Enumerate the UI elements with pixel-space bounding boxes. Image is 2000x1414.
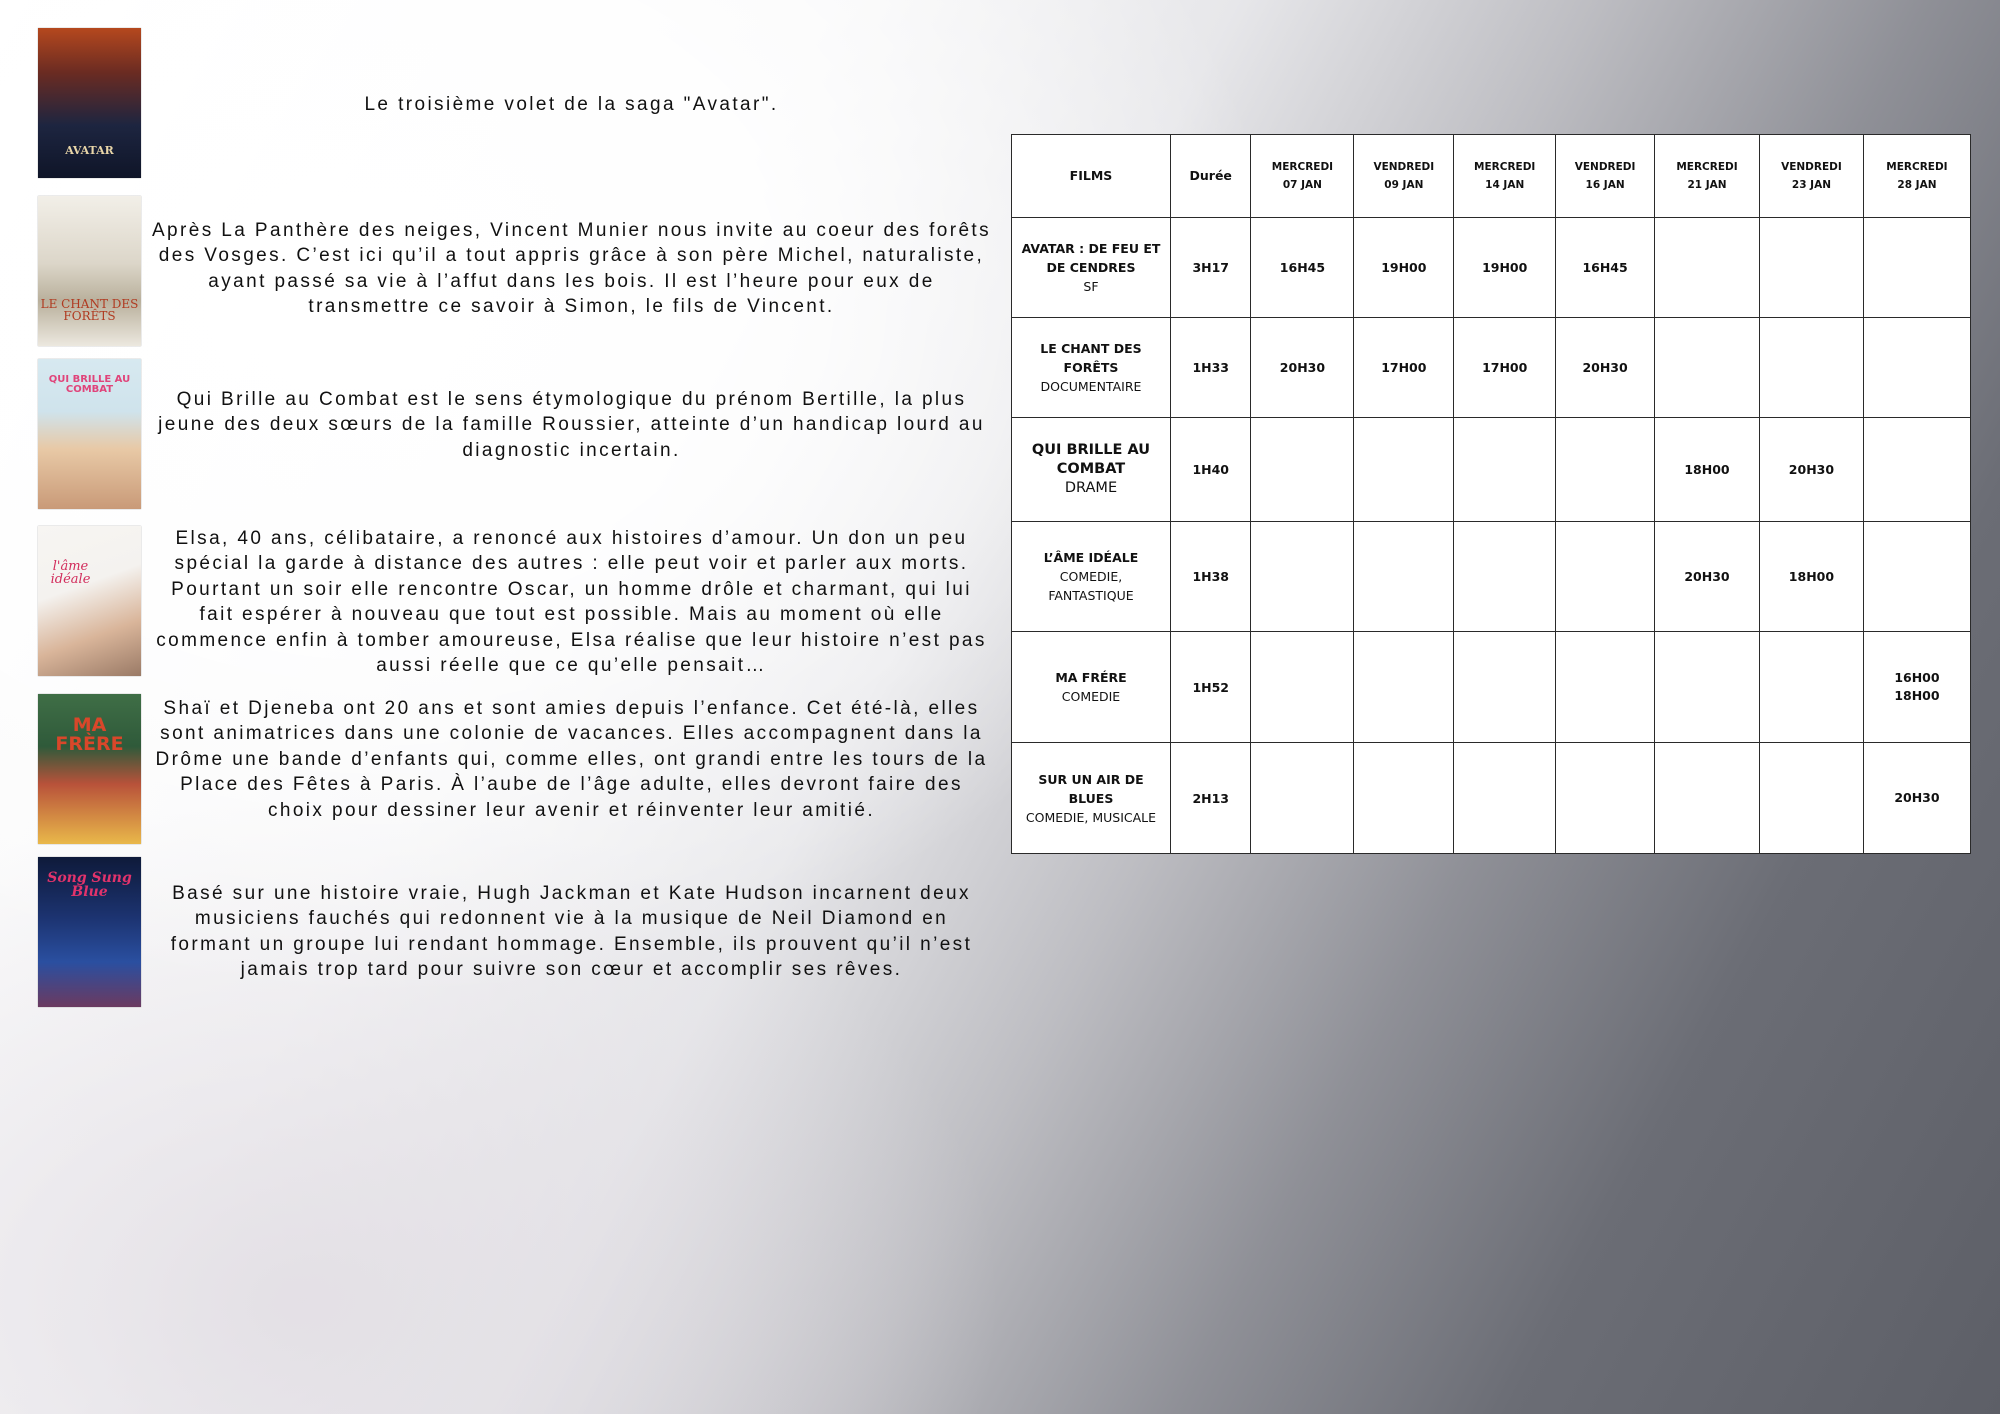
duration-cell: 1H52 — [1170, 632, 1251, 743]
showtime-cell — [1863, 418, 1970, 522]
showtime-cell — [1454, 632, 1556, 743]
date-column-header: VENDREDI 23 JAN — [1759, 135, 1863, 218]
showtime: 20H30 — [1894, 790, 1940, 805]
film-entry-chant-des-forets — [38, 196, 1000, 346]
schedule-row — [1012, 318, 1971, 418]
showtime-cell — [1759, 318, 1863, 418]
showtime: 16H00 — [1894, 670, 1940, 685]
showtime-cell — [1251, 743, 1354, 854]
showtime: 16H45 — [1279, 259, 1326, 275]
showtime: 17H00 — [1482, 359, 1528, 375]
showtime-cell — [1354, 522, 1454, 632]
showtime: 20H30 — [1582, 359, 1628, 375]
poster-title: Song Sung Blue — [47, 870, 132, 900]
film-entry-song-sung-blue — [38, 857, 1000, 1007]
film-entry-qui-brille — [38, 359, 1000, 509]
showtime-cell — [1863, 318, 1970, 418]
schedule-header-row — [1012, 135, 1971, 218]
showtime-cell — [1863, 632, 1970, 743]
date-column-header: VENDREDI 09 JAN — [1354, 135, 1454, 218]
film-cell — [1012, 522, 1171, 632]
showtime-cell — [1354, 318, 1454, 418]
showtime-cell — [1655, 318, 1760, 418]
duration-cell: 1H38 — [1170, 522, 1251, 632]
showtime-cell — [1251, 522, 1354, 632]
qui-brille-poster — [38, 359, 141, 509]
date-column-header: MERCREDI 28 JAN — [1863, 135, 1970, 218]
schedule-row — [1012, 522, 1971, 632]
film-description: Shaï et Djeneba ont 20 ans et sont amies depuis l’enfance. Cet été-là, elles sont animatrices dans une colonie de vacances. Elles accompagnent dans la Drôme une bande d’enfants qui, comme elles, ont grandi entre les tours de la Place des Fêtes à Paris. À l’aube de l’âge adulte, elles devront faire des choix pour dessiner leur avenir et réinventer leur amitié. — [155, 698, 988, 821]
showtime-cell — [1251, 318, 1354, 418]
duration-cell: 1H40 — [1170, 418, 1251, 522]
film-description: Elsa, 40 ans, célibataire, a renoncé aux histoires d’amour. Un don un peu spécial la garde à distance des autres : elle peut voir et parler aux morts. Pourtant un soir elle rencontre Oscar, un homme drôle et charmant, qui lui fait espérer à nouveau que tout est possible. Mais au moment où elle commence enfin à tomber amoureuse, Elsa réalise que leur histoire n’est pas aussi réelle que ce qu’elle pensait… — [156, 528, 987, 677]
poster-title: AVATAR — [65, 144, 114, 157]
showtime-cell — [1655, 743, 1760, 854]
showtime-cell — [1251, 218, 1354, 318]
poster-title: l'âme idéale — [50, 559, 91, 587]
showtime: 20H30 — [1279, 359, 1326, 375]
showtime-cell — [1454, 743, 1556, 854]
showtime: 19H00 — [1381, 259, 1427, 275]
showtime-cell — [1759, 522, 1863, 632]
film-genre: DRAME — [1064, 480, 1118, 496]
film-name: AVATAR : DE FEU ET DE CENDRES — [1021, 241, 1161, 275]
duree-column-header: Durée — [1170, 135, 1251, 218]
film-name: QUI BRILLE AU COMBAT — [1031, 442, 1151, 477]
poster-title: LE CHANT DES FORÊTS — [40, 297, 139, 323]
showtime-cell — [1556, 318, 1655, 418]
film-genre: COMEDIE, MUSICALE — [1025, 809, 1157, 825]
film-description: Le troisième volet de la saga "Avatar". — [364, 94, 779, 115]
showtime-cell — [1863, 743, 1970, 854]
schedule-row — [1012, 632, 1971, 743]
film-cell — [1012, 218, 1171, 318]
showtime-cell — [1759, 743, 1863, 854]
showtime: 20H30 — [1684, 568, 1730, 584]
date-column-header: MERCREDI 21 JAN — [1655, 135, 1760, 218]
showtime-cell — [1354, 218, 1454, 318]
showtime-cell — [1354, 632, 1454, 743]
showtime-cell — [1556, 743, 1655, 854]
song-sung-blue-poster — [38, 857, 141, 1007]
showtime-cell — [1655, 632, 1760, 743]
films-column-header: FILMS — [1012, 135, 1171, 218]
showtime-cell — [1556, 218, 1655, 318]
showtime: 20H30 — [1788, 461, 1835, 477]
poster-title: QUI BRILLE AU COMBAT — [48, 374, 131, 395]
showtime: 16H45 — [1582, 259, 1628, 275]
date-column-header: VENDREDI 16 JAN — [1556, 135, 1655, 218]
avatar-poster — [38, 28, 141, 178]
showtime-cell — [1454, 522, 1556, 632]
showtime-cell — [1655, 218, 1760, 318]
showtime-cell — [1454, 418, 1556, 522]
film-description: Après La Panthère des neiges, Vincent Munier nous invite au coeur des forêts des Vosges. C’est ici qu’il a tout appris grâce à son père Michel, naturaliste, ayant passé sa vie à l’affut dans les bois. Il est l’heure pour eux de transmettre ce savoir à Simon, le fils de Vincent. — [151, 220, 991, 318]
film-genre: DOCUMENTAIRE — [1040, 379, 1142, 394]
date-column-header: MERCREDI 07 JAN — [1251, 135, 1354, 218]
date-column-header: MERCREDI 14 JAN — [1454, 135, 1556, 218]
ma-frere-poster — [38, 694, 141, 844]
showtime: 17H00 — [1381, 359, 1427, 375]
film-description: Basé sur une histoire vraie, Hugh Jackman et Kate Hudson incarnent deux musiciens fauchés qui redonnent vie à la musique de Neil Diamond en formant un groupe lui rendant hommage. Ensemble, ils prouvent qu’il n’est jamais trop tard pour suivre son cœur et accomplir ses rêves. — [170, 883, 973, 981]
showtime-cell — [1759, 418, 1863, 522]
showtime: 19H00 — [1482, 259, 1528, 275]
schedule-body — [1012, 218, 1971, 854]
showtime: 18H00 — [1684, 461, 1730, 477]
duration-cell: 3H17 — [1170, 218, 1251, 318]
showtime-cell — [1759, 632, 1863, 743]
film-genre: COMEDIE, FANTASTIQUE — [1048, 569, 1134, 603]
schedule-row — [1012, 743, 1971, 854]
film-genre: SF — [1083, 279, 1099, 294]
showtime-cell — [1655, 522, 1760, 632]
showtime-cell — [1556, 522, 1655, 632]
film-name: L’ÂME IDÉALE — [1043, 550, 1139, 565]
film-entry-ame-ideale — [38, 526, 1000, 678]
showtime-cell — [1759, 218, 1863, 318]
film-name: SUR UN AIR DE BLUES — [1038, 771, 1144, 806]
showtime-cell — [1556, 632, 1655, 743]
showtime: 18H00 — [1788, 568, 1835, 584]
ame-ideale-poster — [38, 526, 141, 676]
film-entry-avatar — [38, 28, 1000, 178]
showtime-cell — [1354, 743, 1454, 854]
film-name: MA FRÉRE — [1055, 670, 1127, 685]
film-entry-ma-frere — [38, 694, 1000, 844]
schedule-table — [1011, 134, 1971, 854]
film-cell — [1012, 418, 1171, 522]
film-cell — [1012, 318, 1171, 418]
film-cell — [1012, 743, 1171, 854]
film-cell — [1012, 632, 1171, 743]
poster-title: MA FRÈRE — [55, 714, 124, 755]
showtime: 18H00 — [1894, 688, 1940, 703]
showtime-cell — [1251, 632, 1354, 743]
duration-cell: 2H13 — [1170, 743, 1251, 854]
schedule-row — [1012, 218, 1971, 318]
showtime-cell — [1863, 522, 1970, 632]
showtime-cell — [1655, 418, 1760, 522]
film-genre: COMEDIE — [1061, 689, 1121, 704]
film-description: Qui Brille au Combat est le sens étymologique du prénom Bertille, la plus jeune des deux sœurs de la famille Roussier, atteinte d’un handicap lourd au diagnostic incertain. — [158, 389, 985, 461]
schedule-row — [1012, 418, 1971, 522]
showtime-cell — [1454, 318, 1556, 418]
duration-cell: 1H33 — [1170, 318, 1251, 418]
film-name: LE CHANT DES FORÊTS — [1040, 341, 1142, 375]
chant-des-forets-poster — [38, 196, 141, 346]
showtime-cell — [1863, 218, 1970, 318]
showtime-cell — [1556, 418, 1655, 522]
showtime-cell — [1454, 218, 1556, 318]
showtime-cell — [1251, 418, 1354, 522]
showtime-cell — [1354, 418, 1454, 522]
